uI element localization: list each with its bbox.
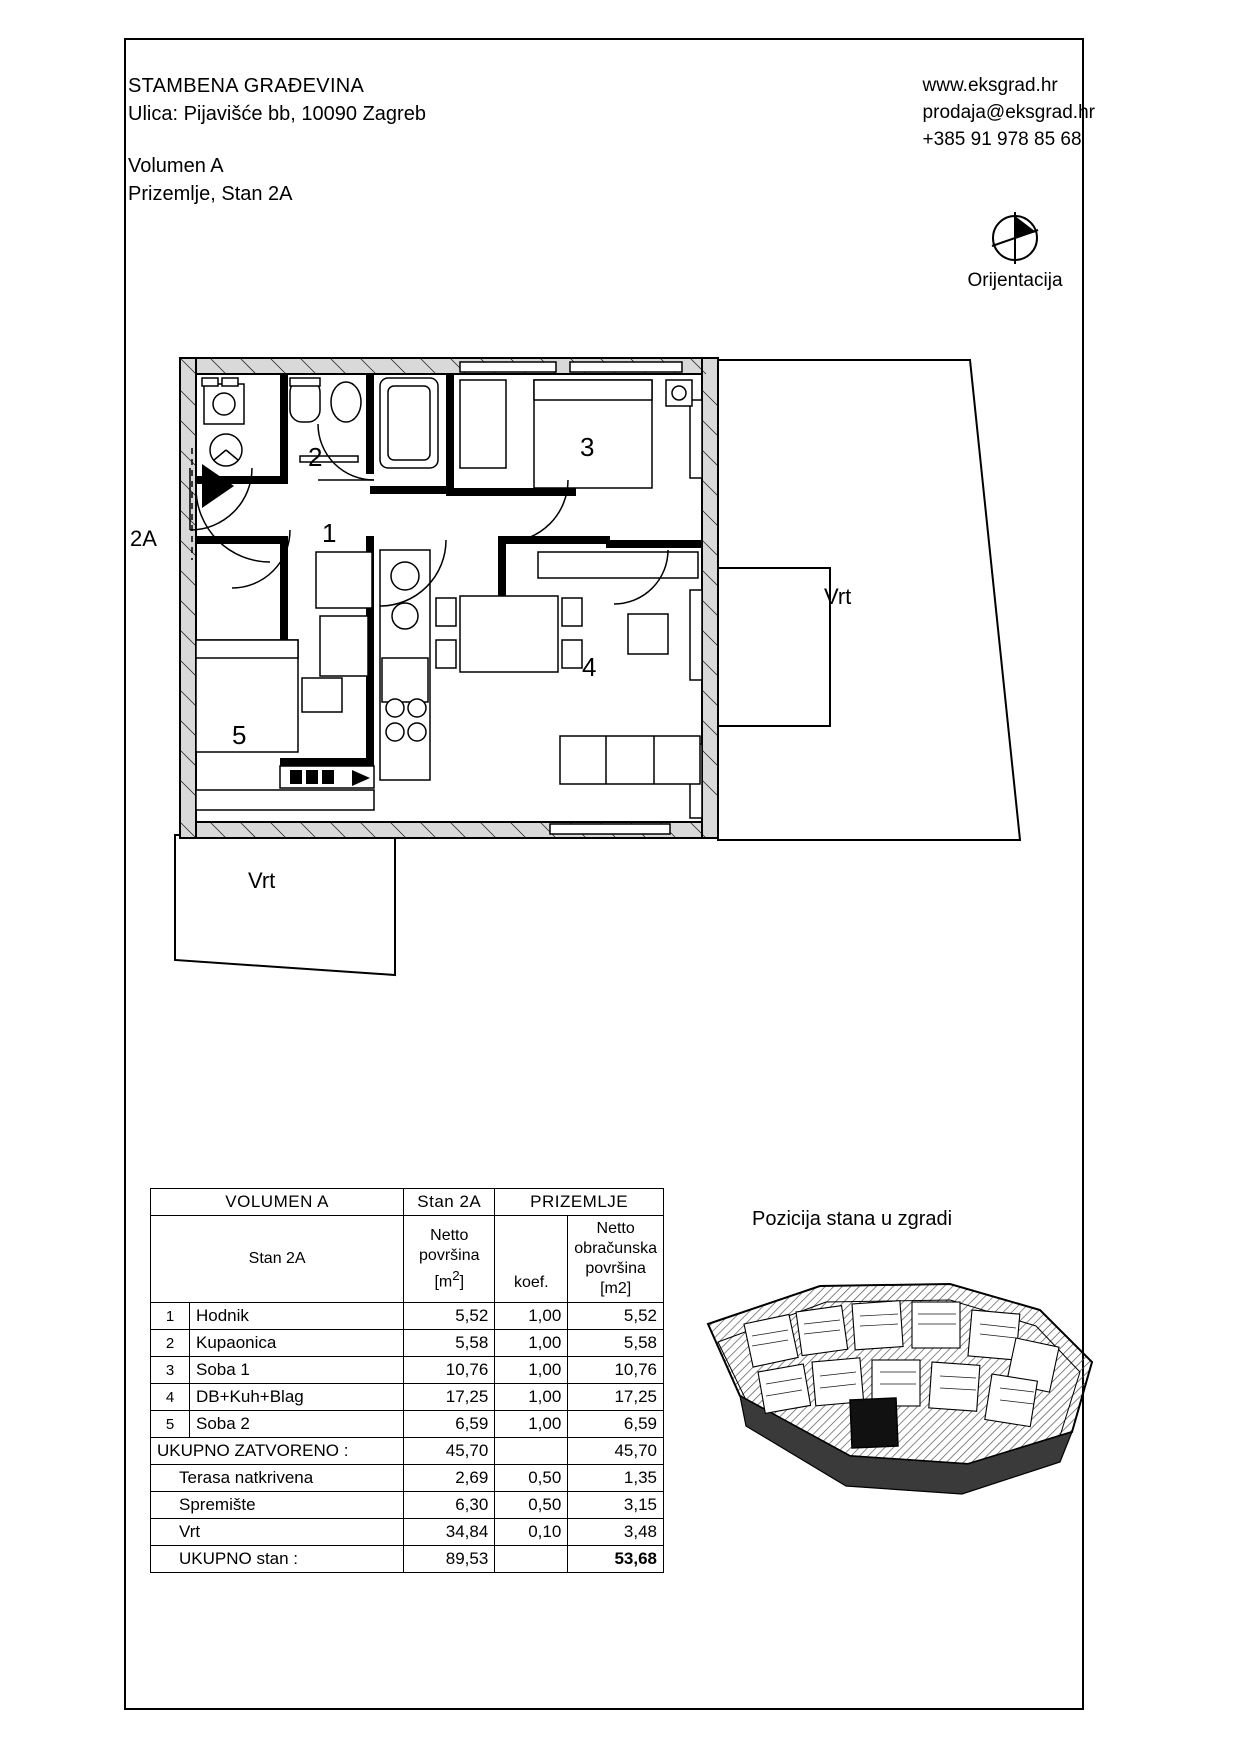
row-koef: 1,00 [495, 1411, 568, 1438]
table-header-row [151, 1189, 664, 1216]
table-volume-cell: VOLUMEN A [151, 1189, 404, 1216]
room-number-1: 1 [322, 518, 337, 548]
netto-word: Netto [430, 1226, 469, 1244]
row-obracunska: 5,58 [568, 1330, 664, 1357]
row-koef: 1,00 [495, 1384, 568, 1411]
table-subheader-netto [404, 1216, 495, 1303]
extra-koef: 0,10 [495, 1519, 568, 1546]
subtotal-label: UKUPNO ZATVORENO : [151, 1438, 404, 1465]
volume-label: Volumen A [128, 155, 224, 177]
subtotal-obracunska: 45,70 [568, 1438, 664, 1465]
building-position-figure [700, 1250, 1120, 1540]
extra-name: Spremište [151, 1492, 404, 1519]
subtotal-koef [495, 1438, 568, 1465]
unit-label: Prizemlje, Stan 2A [128, 183, 293, 205]
total-obracunska: 53,68 [568, 1546, 664, 1573]
table-row [151, 1384, 664, 1411]
m2-open: [m [434, 1273, 453, 1291]
subtotal-netto: 45,70 [404, 1438, 495, 1465]
table-row [151, 1411, 664, 1438]
row-name: Kupaonica [190, 1330, 404, 1357]
position-title: Pozicija stana u zgradi [752, 1208, 953, 1230]
table-row [151, 1519, 664, 1546]
extra-netto: 2,69 [404, 1465, 495, 1492]
garden-label-bottom: Vrt [248, 868, 276, 893]
obr-line4: [m2] [600, 1280, 632, 1297]
orientation-indicator [955, 212, 1075, 292]
extra-name: Vrt [151, 1519, 404, 1546]
koef-word: koef. [513, 1274, 549, 1291]
row-koef: 1,00 [495, 1357, 568, 1384]
total-netto: 89,53 [404, 1546, 495, 1573]
row-name: Soba 2 [190, 1411, 404, 1438]
table-row [151, 1465, 664, 1492]
garden-label-right: Vrt [824, 584, 852, 609]
extra-obracunska: 3,15 [568, 1492, 664, 1519]
row-netto: 6,59 [404, 1411, 495, 1438]
table-subheader-koef [495, 1216, 568, 1303]
contact-phone: +385 91 978 85 68 [922, 129, 1082, 150]
extra-netto: 34,84 [404, 1519, 495, 1546]
floor-plan [130, 340, 1080, 1000]
row-koef: 1,00 [495, 1330, 568, 1357]
povrsina-word: površina [419, 1246, 480, 1264]
obr-line1: Netto [596, 1220, 635, 1237]
floor-plan-drawing [130, 340, 1080, 1000]
area-table [150, 1188, 664, 1573]
table-total-row [151, 1546, 664, 1573]
room-number-3: 3 [580, 432, 595, 462]
row-obracunska: 6,59 [568, 1411, 664, 1438]
row-netto: 10,76 [404, 1357, 495, 1384]
table-subheader-obracunska [568, 1216, 664, 1303]
building-address: Ulica: Pijavišće bb, 10090 Zagreb [128, 103, 426, 125]
m2-exponent: 2 [452, 1267, 460, 1283]
obr-line3: površina [585, 1260, 646, 1277]
extra-obracunska: 1,35 [568, 1465, 664, 1492]
table-row [151, 1492, 664, 1519]
entrance-label: 2A [130, 526, 157, 551]
header-contact [923, 72, 1095, 153]
row-name: Soba 1 [190, 1357, 404, 1384]
row-koef: 1,00 [495, 1303, 568, 1330]
table-unit-cell: Stan 2A [404, 1189, 495, 1216]
extra-netto: 6,30 [404, 1492, 495, 1519]
row-name: Hodnik [190, 1303, 404, 1330]
extra-koef: 0,50 [495, 1492, 568, 1519]
row-netto: 5,58 [404, 1330, 495, 1357]
table-row [151, 1330, 664, 1357]
room-number-2: 2 [308, 442, 323, 472]
row-obracunska: 5,52 [568, 1303, 664, 1330]
row-index: 3 [151, 1357, 190, 1384]
building-title: STAMBENA GRAĐEVINA [128, 75, 365, 97]
table-row [151, 1357, 664, 1384]
row-index: 5 [151, 1411, 190, 1438]
table-subheader-row [151, 1216, 664, 1303]
row-name: DB+Kuh+Blag [190, 1384, 404, 1411]
table-subheader-unit: Stan 2A [151, 1216, 404, 1303]
table-subtotal-row [151, 1438, 664, 1465]
orientation-label: Orijentacija [967, 270, 1063, 291]
contact-email: prodaja@eksgrad.hr [922, 102, 1095, 123]
extra-obracunska: 3,48 [568, 1519, 664, 1546]
row-obracunska: 17,25 [568, 1384, 664, 1411]
table-row [151, 1303, 664, 1330]
contact-website: www.eksgrad.hr [922, 75, 1058, 96]
obr-line2: obračunska [574, 1240, 657, 1257]
row-netto: 17,25 [404, 1384, 495, 1411]
total-label: UKUPNO stan : [151, 1546, 404, 1573]
row-index: 4 [151, 1384, 190, 1411]
row-obracunska: 10,76 [568, 1357, 664, 1384]
table-floor-cell: PRIZEMLJE [495, 1189, 664, 1216]
header-left [128, 72, 426, 208]
room-number-4: 4 [582, 652, 597, 682]
netto-unit [410, 1266, 488, 1292]
compass-icon [989, 212, 1041, 264]
extra-name: Terasa natkrivena [151, 1465, 404, 1492]
m2-close: ] [459, 1273, 465, 1291]
extra-koef: 0,50 [495, 1465, 568, 1492]
room-number-5: 5 [232, 720, 247, 750]
row-index: 2 [151, 1330, 190, 1357]
row-netto: 5,52 [404, 1303, 495, 1330]
total-koef [495, 1546, 568, 1573]
row-index: 1 [151, 1303, 190, 1330]
